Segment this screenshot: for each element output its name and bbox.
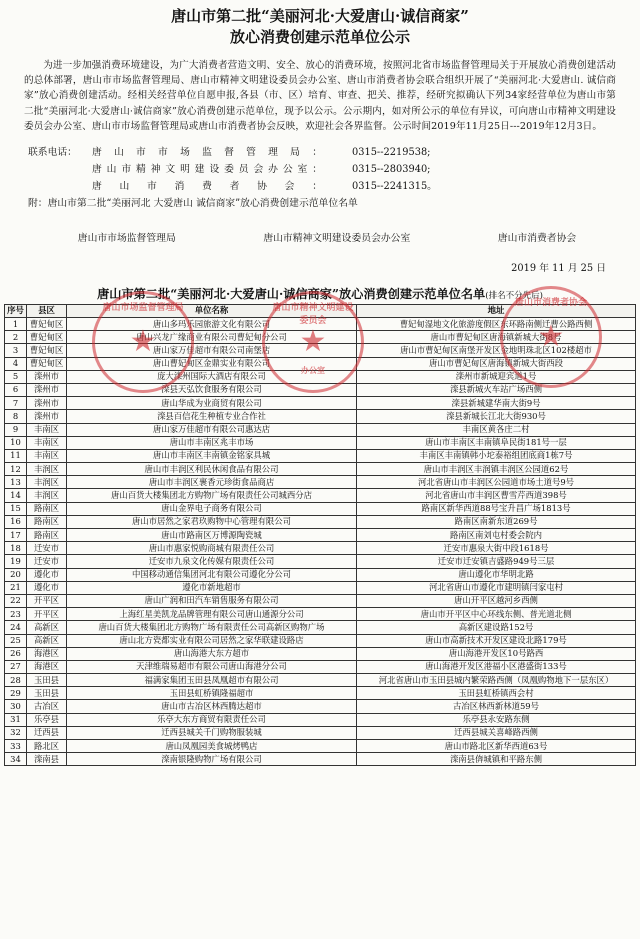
signature-civilization-office: 唐山市精神文明建设委员会办公室 xyxy=(263,233,411,245)
contact-phone: 0315--2241315。 xyxy=(352,181,437,193)
cell-name: 滦县天弘饮食服务有限公司 xyxy=(67,383,357,396)
doc-title-line1: 唐山市第二批“美丽河北·大爱唐山·诚信商家” xyxy=(171,7,469,25)
cell-name: 唐山家万佳超市有限公司南堡店 xyxy=(67,344,357,357)
cell-county: 迁西县 xyxy=(27,726,67,739)
cell-no: 7 xyxy=(5,397,27,410)
cell-address: 滦南县倴城镇和平路东侧 xyxy=(357,753,636,766)
cell-no: 4 xyxy=(5,357,27,370)
cell-name: 唐山华成为业商贸有限公司 xyxy=(67,397,357,410)
table-row xyxy=(5,436,636,449)
contact-phone: 0315--2803940; xyxy=(352,164,431,176)
cell-no: 2 xyxy=(5,331,27,344)
cell-no: 19 xyxy=(5,555,27,568)
cell-no: 1 xyxy=(5,318,27,331)
cell-name: 唐山市居然之家君玖购物中心管理有限公司 xyxy=(67,515,357,528)
cell-address: 迁西县城关喜峰路西侧 xyxy=(357,726,636,739)
cell-county: 滦州市 xyxy=(27,383,67,396)
cell-no: 14 xyxy=(5,489,27,502)
cell-name: 天津维瑞易超市有限公司唐山海港分公司 xyxy=(67,660,357,673)
announcement-paragraph: 为进一步加强消费环境建设，为广大消费者营造文明、安全、放心的消费环境，按照河北省市场监督管理局关于开展放心消费创建活动的总体部署，唐山市市场监督管理局、唐山市精神文明建设委员会办公室、唐山市消费者协会联合组织开展了“美丽河北·大爱唐山. 诚信商家”放心消费创建活动。经相关经营单位自愿申报,各县（市、区）培育、审查、把关、推荐，经研究拟确认下列34家经营单位为唐山市第二批“美丽河北·大爱唐山·诚信商家”放心消费创建示范单位，现予以公示。公示期内，如对所公示的单位有异议，可向唐山市精神文明建设委员会办公室、唐山市市场监督管理局或唐山市消费者协会反映，欢迎社会各界监督。公示时间2019年11月25日---2019年12月3日。 xyxy=(24,60,616,132)
header-name: 单位名称 xyxy=(67,305,357,318)
cell-name: 唐山曹妃甸区金鼎实业有限公司 xyxy=(67,357,357,370)
cell-name: 唐山市路南区万博源陶瓷城 xyxy=(67,529,357,542)
table-row xyxy=(5,515,636,528)
cell-name: 唐山兴龙广缘商业有限公司曹妃甸分公司 xyxy=(67,331,357,344)
cell-name: 滦南银隆购物广场有限公司 xyxy=(67,753,357,766)
cell-address: 丰南区丰南镇韩小坨泰裕组团底商1栋7号 xyxy=(357,449,636,462)
cell-no: 30 xyxy=(5,700,27,713)
cell-county: 丰润区 xyxy=(27,489,67,502)
cell-county: 滦州市 xyxy=(27,410,67,423)
cell-no: 16 xyxy=(5,515,27,528)
table-row xyxy=(5,660,636,673)
cell-address: 河北省唐山市遵化市建明镇闫家屯村 xyxy=(357,581,636,594)
cell-address: 唐山市高新技术开发区建设北路179号 xyxy=(357,634,636,647)
cell-name: 唐山多玛乐园旅游文化有限公司 xyxy=(67,318,357,331)
cell-no: 32 xyxy=(5,726,27,739)
contact-org: 唐山市精神文明建设委员会办公室： xyxy=(92,164,322,176)
cell-county: 丰南区 xyxy=(27,423,67,436)
list-title-text: 唐山市第二批“美丽河北·大爱唐山·诚信商家”放心消费创建示范单位名单 xyxy=(97,287,486,302)
table-row xyxy=(5,753,636,766)
cell-no: 22 xyxy=(5,594,27,607)
cell-county: 路南区 xyxy=(27,515,67,528)
contact-org: 唐山市市场监督管理局： xyxy=(92,147,322,159)
seal-text: 唐山市消费者协会 xyxy=(514,298,587,308)
cell-no: 9 xyxy=(5,423,27,436)
cell-address: 唐山开平区越河乡西侧 xyxy=(357,594,636,607)
cell-no: 33 xyxy=(5,740,27,753)
cell-name: 庞大滦州国际大酒店有限公司 xyxy=(67,370,357,383)
contact-label: 联系电话： xyxy=(28,147,77,159)
table-row xyxy=(5,608,636,621)
table-row xyxy=(5,423,636,436)
cell-address: 路南区南新东道269号 xyxy=(357,515,636,528)
cell-address: 唐山遵化市华明北路 xyxy=(357,568,636,581)
cell-no: 23 xyxy=(5,608,27,621)
table-row xyxy=(5,594,636,607)
cell-name: 唐山市惠家悦购商城有限责任公司 xyxy=(67,542,357,555)
cell-address: 滦县新城长江北大街930号 xyxy=(357,410,636,423)
cell-no: 6 xyxy=(5,383,27,396)
attachment-note: 附：唐山市第二批“美丽河北 大爱唐山 诚信商家”放心消费创建示范单位名单 xyxy=(28,198,358,210)
cell-address: 迁安市惠泉大街中段1618号 xyxy=(357,542,636,555)
cell-county: 海港区 xyxy=(27,647,67,660)
contact-row xyxy=(28,178,640,195)
table-row xyxy=(5,634,636,647)
table-row xyxy=(5,687,636,700)
contact-org: 唐山市消费者协会： xyxy=(92,181,322,193)
cell-no: 21 xyxy=(5,581,27,594)
table-row xyxy=(5,397,636,410)
cell-name: 玉田县虹桥镇隆福超市 xyxy=(67,687,357,700)
cell-no: 29 xyxy=(5,687,27,700)
cell-county: 迁安市 xyxy=(27,542,67,555)
cell-county: 玉田县 xyxy=(27,687,67,700)
table-row xyxy=(5,410,636,423)
cell-no: 25 xyxy=(5,634,27,647)
cell-address: 乐亭县永安路东侧 xyxy=(357,713,636,726)
cell-county: 迁安市 xyxy=(27,555,67,568)
cell-county: 高新区 xyxy=(27,634,67,647)
signature-consumer-association: 唐山市消费者协会 xyxy=(497,233,577,245)
cell-name: 唐山北方瓷都实业有限公司居然之家华联建设路店 xyxy=(67,634,357,647)
cell-address: 唐山海港开发区港福小区港盛街133号 xyxy=(357,660,636,673)
table-row xyxy=(5,700,636,713)
seal-text: 唐山市场监督管理局 xyxy=(102,303,184,313)
cell-county: 路南区 xyxy=(27,502,67,515)
cell-no: 5 xyxy=(5,370,27,383)
table-row xyxy=(5,476,636,489)
cell-no: 18 xyxy=(5,542,27,555)
cell-name: 唐山金界电子商务有限公司 xyxy=(67,502,357,515)
official-seal-civilization-office xyxy=(262,291,364,393)
star-icon: ★ xyxy=(537,319,565,354)
cell-county: 曹妃甸区 xyxy=(27,357,67,370)
cell-name: 滦县百信花生种植专业合作社 xyxy=(67,410,357,423)
cell-no: 34 xyxy=(5,753,27,766)
table-row xyxy=(5,555,636,568)
cell-address: 唐山市开平区中心环线东侧、普光道北侧 xyxy=(357,608,636,621)
cell-county: 滦州市 xyxy=(27,370,67,383)
cell-name: 唐山市丰润区利民休闲食品有限公司 xyxy=(67,463,357,476)
cell-no: 13 xyxy=(5,476,27,489)
cell-address: 丰南区黄各庄二村 xyxy=(357,423,636,436)
cell-no: 20 xyxy=(5,568,27,581)
cell-address: 唐山市丰南区丰南镇阜民街181号一层 xyxy=(357,436,636,449)
cell-county: 丰润区 xyxy=(27,463,67,476)
list-note: (排名不分先后) xyxy=(485,291,543,302)
table-row xyxy=(5,740,636,753)
cell-address: 唐山市曹妃甸区南堡开发区金地明珠北区102楼超市 xyxy=(357,344,636,357)
header-no: 序号 xyxy=(5,305,27,318)
table-row xyxy=(5,449,636,462)
cell-address: 唐山市丰润区丰润镇丰润区公园道62号 xyxy=(357,463,636,476)
cell-address: 河北省唐山市丰润区公园道市场土道号9号 xyxy=(357,476,636,489)
contact-row xyxy=(28,144,640,161)
cell-address: 高新区建设路152号 xyxy=(357,621,636,634)
cell-address: 滦州市新城迎宾道1号 xyxy=(357,370,636,383)
cell-name: 中国移动通信集团河北有限公司遵化分公司 xyxy=(67,568,357,581)
cell-name: 唐山百货大楼集团北方购物广场有限责任公司高新区购物广场 xyxy=(67,621,357,634)
cell-county: 玉田县 xyxy=(27,674,67,687)
cell-name: 乐亭大东方商贸有限责任公司 xyxy=(67,713,357,726)
cell-county: 乐亭县 xyxy=(27,713,67,726)
cell-address: 唐山市曹妃甸区唐海镇新城大街8号 xyxy=(357,331,636,344)
announcement-date: 2019 年 11 月 25 日 xyxy=(511,263,606,275)
cell-name: 遵化市新地超市 xyxy=(67,581,357,594)
cell-county: 曹妃甸区 xyxy=(27,344,67,357)
table-row xyxy=(5,726,636,739)
table-row xyxy=(5,542,636,555)
cell-address: 迁安市迁安镇吉盛路949号三层 xyxy=(357,555,636,568)
cell-county: 遵化市 xyxy=(27,568,67,581)
cell-address: 路南区新华西道88号宝升昌广场1813号 xyxy=(357,502,636,515)
cell-county: 曹妃甸区 xyxy=(27,318,67,331)
official-seal-consumer-association xyxy=(500,286,602,388)
official-seal-market-bureau xyxy=(92,291,194,393)
cell-name: 唐山凤凰园美食城烤鸭店 xyxy=(67,740,357,753)
star-icon: ★ xyxy=(129,324,157,359)
cell-address: 滦县新城建华南大街9号 xyxy=(357,397,636,410)
cell-no: 10 xyxy=(5,436,27,449)
cell-county: 海港区 xyxy=(27,660,67,673)
cell-address: 河北省唐山市丰润区曹雪芹西道398号 xyxy=(357,489,636,502)
cell-no: 28 xyxy=(5,674,27,687)
cell-county: 古冶区 xyxy=(27,700,67,713)
cell-no: 26 xyxy=(5,647,27,660)
cell-name: 唐山百货大楼集团北方购物广场有限责任公司城西分店 xyxy=(67,489,357,502)
cell-name: 福满家集团玉田县凤凰超市有限公司 xyxy=(67,674,357,687)
cell-county: 开平区 xyxy=(27,594,67,607)
cell-county: 开平区 xyxy=(27,608,67,621)
cell-no: 12 xyxy=(5,463,27,476)
cell-no: 8 xyxy=(5,410,27,423)
table-row xyxy=(5,502,636,515)
cell-address: 唐山市曹妃甸区唐海镇新城大街西段 xyxy=(357,357,636,370)
cell-address: 唐山市路北区新华西道63号 xyxy=(357,740,636,753)
cell-name: 唐山市丰润区裹香元珍街食品商店 xyxy=(67,476,357,489)
cell-name: 唐山市丰南区兆丰市场 xyxy=(67,436,357,449)
cell-name: 唐山海港大东方超市 xyxy=(67,647,357,660)
cell-address: 古冶区林西新林道59号 xyxy=(357,700,636,713)
doc-title-line2: 放心消费创建示范单位公示 xyxy=(229,28,410,46)
cell-no: 17 xyxy=(5,529,27,542)
cell-county: 遵化市 xyxy=(27,581,67,594)
contacts-block xyxy=(28,144,640,195)
cell-name: 迁安市九泉文化传媒有限责任公司 xyxy=(67,555,357,568)
cell-county: 丰南区 xyxy=(27,436,67,449)
header-address: 地址 xyxy=(357,305,636,318)
table-row xyxy=(5,674,636,687)
signature-market-bureau: 唐山市市场监督管理局 xyxy=(77,233,176,245)
cell-county: 丰润区 xyxy=(27,476,67,489)
cell-address: 河北省唐山市玉田县城内繁荣路西侧（凤凰购物地下一层东区） xyxy=(357,674,636,687)
cell-address: 唐山海港开发区10号路西 xyxy=(357,647,636,660)
cell-name: 上海红星美凯龙品牌管理有限公司唐山通源分公司 xyxy=(67,608,357,621)
cell-name: 唐山市丰南区丰南镇金铭家具城 xyxy=(67,449,357,462)
cell-name: 唐山家万佳超市有限公司惠达店 xyxy=(67,423,357,436)
seal-text: 办公室 xyxy=(301,365,325,375)
star-icon: ★ xyxy=(299,324,327,359)
cell-no: 3 xyxy=(5,344,27,357)
contact-row xyxy=(28,161,640,178)
table-row xyxy=(5,647,636,660)
signature-row xyxy=(34,230,620,244)
table-row xyxy=(5,463,636,476)
table-row xyxy=(5,568,636,581)
table-row xyxy=(5,489,636,502)
cell-address: 路南区南刘屯村委会院内 xyxy=(357,529,636,542)
cell-county: 高新区 xyxy=(27,621,67,634)
cell-county: 丰南区 xyxy=(27,449,67,462)
table-row xyxy=(5,621,636,634)
cell-address: 玉田县虹桥镇西会村 xyxy=(357,687,636,700)
cell-address: 曹妃甸湿地文化旅游度假区东环路南侧迁曹公路西侧 xyxy=(357,318,636,331)
cell-address: 滦县新城火车站广场西侧 xyxy=(357,383,636,396)
cell-county: 曹妃甸区 xyxy=(27,331,67,344)
cell-no: 27 xyxy=(5,660,27,673)
seal-text: 唐山市精神文明建设委员会 xyxy=(272,303,354,326)
cell-name: 唐山市古冶区林西腾达超市 xyxy=(67,700,357,713)
cell-no: 15 xyxy=(5,502,27,515)
header-county: 县区 xyxy=(27,305,67,318)
cell-no: 31 xyxy=(5,713,27,726)
contact-phone: 0315--2219538; xyxy=(352,147,431,159)
cell-no: 24 xyxy=(5,621,27,634)
cell-county: 滦南县 xyxy=(27,753,67,766)
cell-county: 路北区 xyxy=(27,740,67,753)
table-row xyxy=(5,529,636,542)
cell-county: 滦州市 xyxy=(27,397,67,410)
cell-no: 11 xyxy=(5,449,27,462)
table-row xyxy=(5,713,636,726)
cell-name: 迁西县城关千门购物服装城 xyxy=(67,726,357,739)
cell-county: 路南区 xyxy=(27,529,67,542)
cell-name: 唐山广润和田汽车销售服务有限公司 xyxy=(67,594,357,607)
table-row xyxy=(5,581,636,594)
